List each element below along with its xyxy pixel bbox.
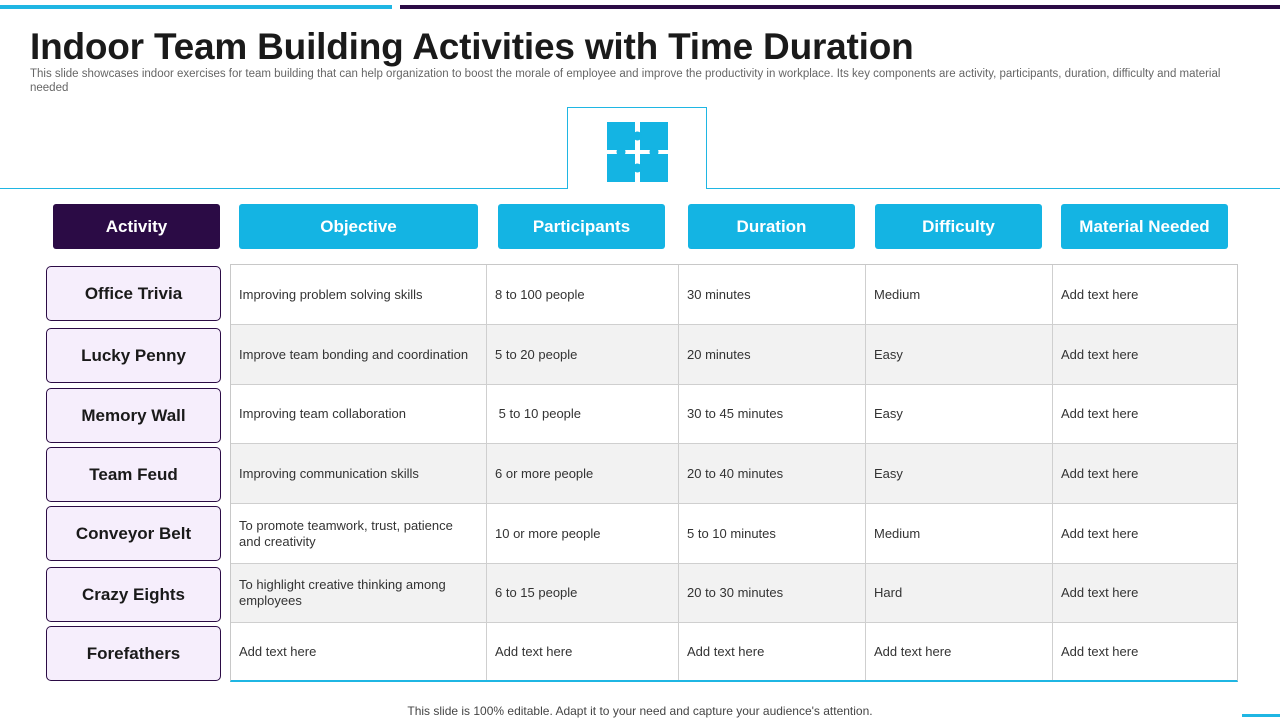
difficulty-cell: Medium (866, 265, 1053, 324)
duration-cell: 30 minutes (679, 265, 866, 324)
column-header-activity: Activity (53, 204, 220, 249)
table-row (231, 385, 1237, 444)
icon-frame (567, 107, 707, 189)
material-cell: Add text here (1061, 406, 1139, 421)
material-cell: Add text here (1061, 585, 1139, 600)
activity-table (230, 264, 1238, 682)
column-header-participants: Participants (498, 204, 665, 249)
objective-cell: Add text here (231, 623, 487, 680)
objective-cell: Improving communication skills (231, 444, 487, 503)
material-cell: Add text here (1061, 525, 1139, 541)
duration-cell: 20 minutes (679, 325, 866, 384)
duration-cell: 5 to 10 minutes (679, 504, 866, 563)
difficulty-cell: Easy (866, 444, 1053, 503)
table-row (231, 325, 1237, 385)
column-header-objective: Objective (239, 204, 478, 249)
objective-cell: To highlight creative thinking among employees (231, 564, 487, 622)
activity-office-trivia: Office Trivia (46, 266, 221, 321)
objective-cell: Improving team collaboration (231, 385, 487, 443)
column-header-difficulty: Difficulty (875, 204, 1042, 249)
duration-cell: 20 to 30 minutes (679, 564, 866, 622)
participants-cell: 6 or more people (487, 444, 679, 503)
material-cell: Add text here (1061, 346, 1139, 362)
participants-cell: Add text here (487, 623, 679, 680)
table-row (231, 564, 1237, 623)
column-header-duration: Duration (688, 204, 855, 249)
duration-cell: 20 to 40 minutes (679, 444, 866, 503)
participants-cell: 6 to 15 people (487, 564, 679, 622)
participants-cell: 5 to 10 people (487, 385, 679, 443)
activity-conveyor-belt: Conveyor Belt (46, 506, 221, 561)
objective-cell: Improving problem solving skills (231, 265, 487, 324)
participants-cell: 5 to 20 people (487, 325, 679, 384)
material-cell: Add text here (1061, 465, 1139, 481)
duration-cell: Add text here (679, 623, 866, 680)
activity-memory-wall: Memory Wall (46, 388, 221, 443)
table-row (231, 444, 1237, 504)
table-row (231, 504, 1237, 564)
difficulty-cell: Easy (866, 385, 1053, 443)
footer-note: This slide is 100% editable. Adapt it to your need and capture your audience's attention. (407, 704, 873, 718)
difficulty-cell: Medium (866, 504, 1053, 563)
material-cell: Add text here (1061, 643, 1139, 659)
activity-team-feud: Team Feud (46, 447, 221, 502)
puzzle-icon (606, 121, 670, 183)
participants-cell: 8 to 100 people (487, 265, 679, 324)
bottom-accent-bar (1242, 714, 1280, 717)
table-row (231, 265, 1237, 325)
difficulty-cell: Easy (866, 325, 1053, 384)
objective-cell: Improve team bonding and coordination (231, 325, 487, 384)
column-header-material-needed: Material Needed (1061, 204, 1228, 249)
activity-lucky-penny: Lucky Penny (46, 328, 221, 383)
difficulty-cell: Add text here (866, 623, 1053, 680)
duration-cell: 30 to 45 minutes (679, 385, 866, 443)
activity-crazy-eights: Crazy Eights (46, 567, 221, 622)
slide-subtitle: This slide showcases indoor exercises for team building that can help organization to boost the morale of employee and improve the productivity in workplace. Its key components are activity, participants, duration, difficulty and material needed (30, 68, 1221, 94)
top-accent-bar-cyan (0, 5, 392, 9)
slide-title: Indoor Team Building Activities with Time Duration (30, 26, 914, 67)
top-accent-bar-dark (400, 5, 1280, 9)
participants-cell: 10 or more people (487, 504, 679, 563)
table-row (231, 623, 1237, 680)
objective-cell: To promote teamwork, trust, patience and creativity (231, 504, 487, 563)
difficulty-cell: Hard (866, 564, 1053, 622)
activity-forefathers: Forefathers (46, 626, 221, 681)
material-cell: Add text here (1061, 286, 1139, 302)
